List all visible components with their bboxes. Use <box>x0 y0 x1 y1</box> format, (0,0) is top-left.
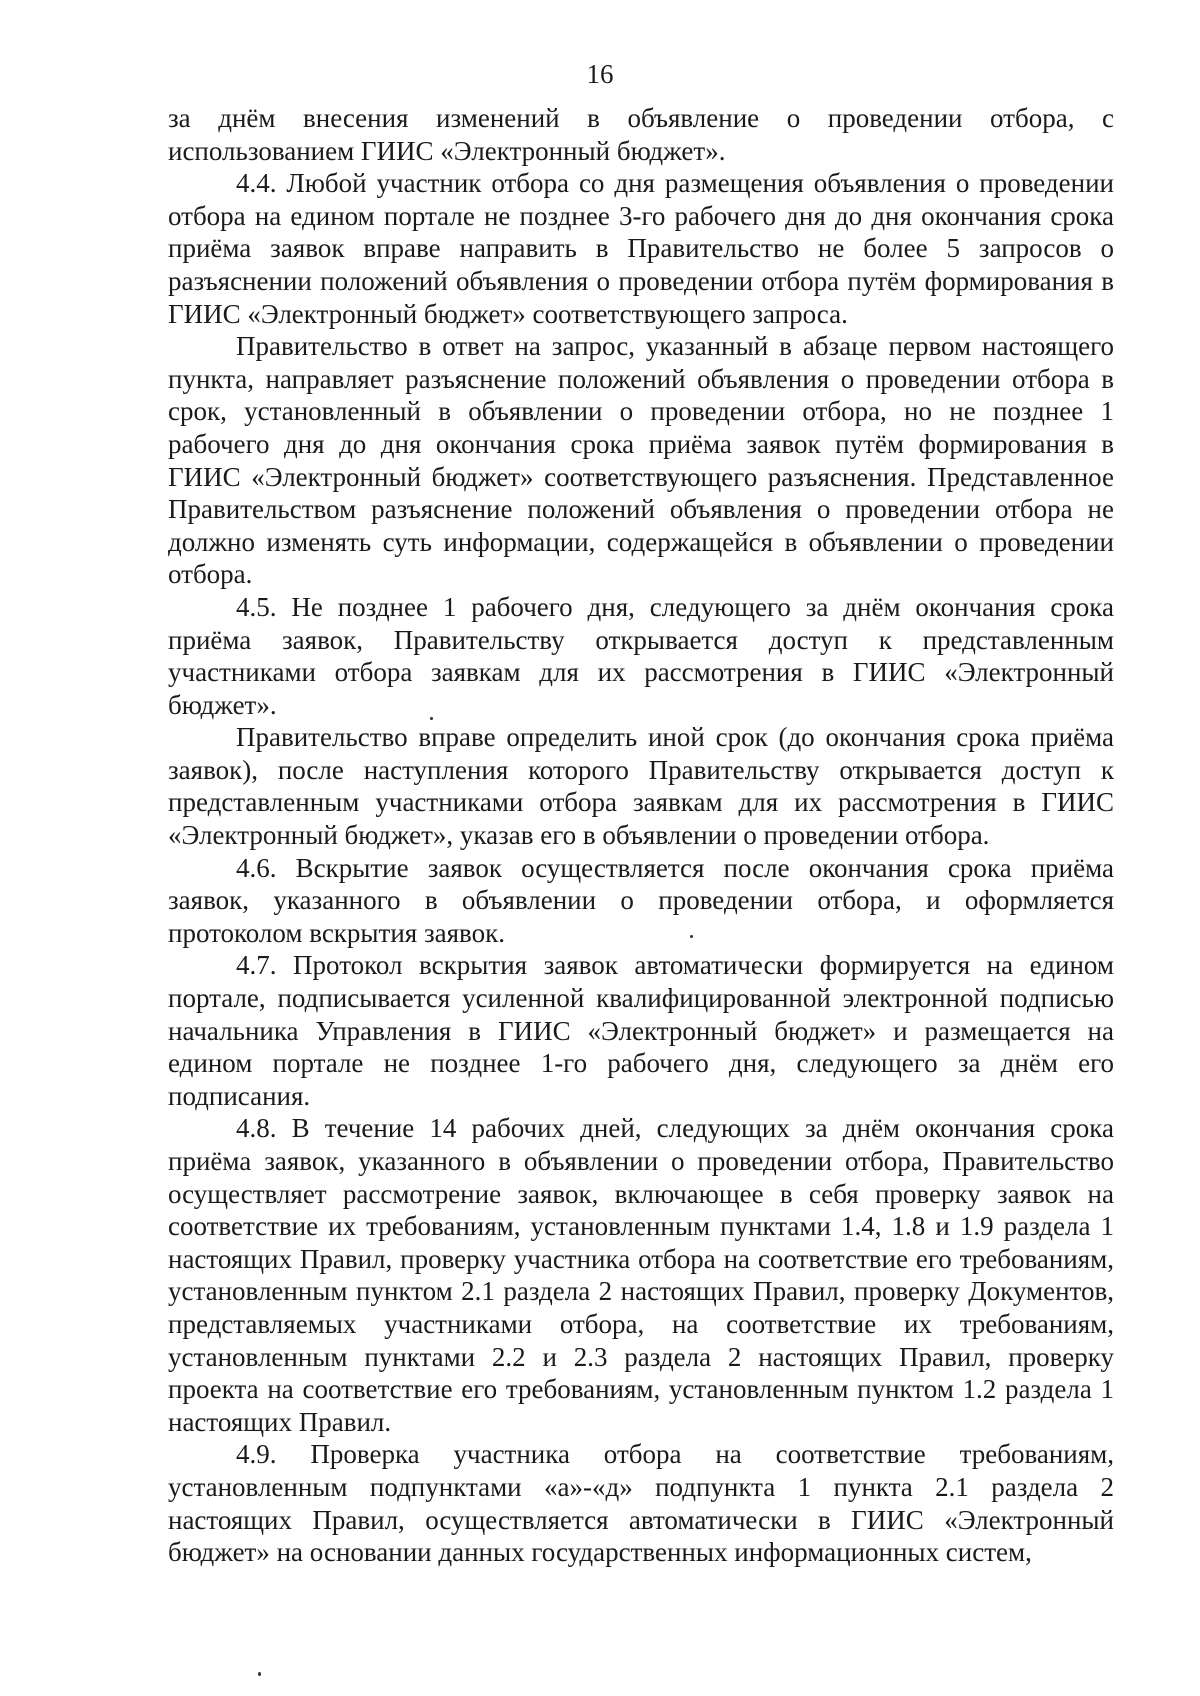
paragraph-4-5-other-term: Правительство вправе определить иной срок (до окончания срока приёма заявок), после наступления которого Правительству открывается доступ к представленным участниками отбора заявкам для их рассмотрения в ГИИС «Электронный бюджет», указав его в объявлении о проведении отбора. <box>168 722 1114 851</box>
paragraph-continuation: за днём внесения изменений в объявление о проведении отбора, с использованием ГИИС «Электронный бюджет». <box>168 103 1114 166</box>
paragraph-4-5: 4.5. Не позднее 1 рабочего дня, следующего за днём окончания срока приёма заявок, Правительству открывается доступ к представленным участниками отбора заявкам для их рассмотрения в ГИИС «Электронный бюджет». <box>168 591 1114 720</box>
scan-speck <box>258 1672 261 1676</box>
paragraph-4-7: 4.7. Протокол вскрытия заявок автоматически формируется на едином портале, подписывается усиленной квалифицированной электронной подписью начальника Управления в ГИИС «Электронный бюджет» и размещается на едином портале не позднее 1-го рабочего дня, следующего за днём его подписания. <box>168 950 1114 1111</box>
page-number: 16 <box>586 59 614 89</box>
document-body <box>168 102 1114 1569</box>
scan-speck <box>430 717 433 720</box>
scan-speck <box>690 935 693 938</box>
paragraph-4-4-government-response: Правительство в ответ на запрос, указанный в абзаце первом настоящего пункта, направляет разъяснение положений объявления о проведении отбора в срок, установленный в объявлении о проведении отбора, но не позднее 1 рабочего дня до дня окончания срока приёма заявок путём формирования в ГИИС «Электронный бюджет» соответствующего разъяснения. Представленное Правительством разъяснение положений объявления о проведении отбора не должно изменять суть информации, содержащейся в объявлении о проведении отбора. <box>168 331 1114 590</box>
paragraph-4-4: 4.4. Любой участник отбора со дня размещения объявления о проведении отбора на едином портале не позднее 3-го рабочего дня до дня окончания срока приёма заявок вправе направить в Правительство не более 5 запросов о разъяснении положений объявления о проведении отбора путём формирования в ГИИС «Электронный бюджет» соответствующего запроса. <box>168 168 1114 329</box>
paragraph-4-8: 4.8. В течение 14 рабочих дней, следующих за днём окончания срока приёма заявок, указанного в объявлении о проведении отбора, Правительство осуществляет рассмотрение заявок, включающее в себя проверку заявок на соответствие их требованиям, установленным пунктами 1.4, 1.8 и 1.9 раздела 1 настоящих Правил, проверку участника отбора на соответствие его требованиям, установленным пунктом 2.1 раздела 2 настоящих Правил, проверку Документов, представляемых участниками отбора, на соответствие их требованиям, установленным пунктами 2.2 и 2.3 раздела 2 настоящих Правил, проверку проекта на соответствие его требованиям, установленным пунктом 1.2 раздела 1 настоящих Правил. <box>168 1113 1114 1437</box>
paragraph-4-6: 4.6. Вскрытие заявок осуществляется после окончания срока приёма заявок, указанного в объявлении о проведении отбора, и оформляется протоколом вскрытия заявок. <box>168 852 1114 948</box>
paragraph-4-9: 4.9. Проверка участника отбора на соответствие требованиям, установленным подпунктами «а»-«д» подпункта 1 пункта 2.1 раздела 2 настоящих Правил, осуществляется автоматически в ГИИС «Электронный бюджет» на основании данных государственных информационных систем, <box>168 1439 1114 1568</box>
